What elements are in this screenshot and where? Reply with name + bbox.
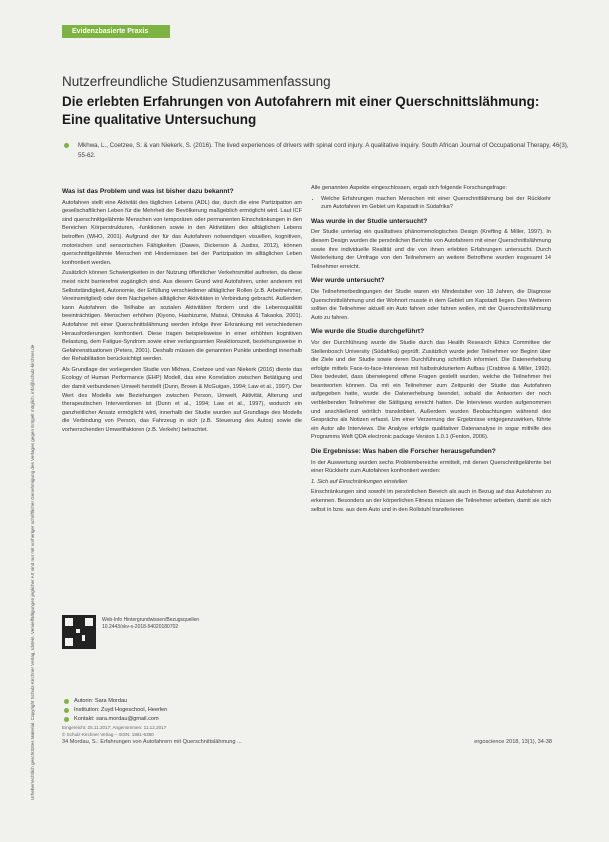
paragraph: In der Auswertung wurden sechs Problembereiche ermittelt, mit denen Querschnittgelähmte bei einer Rückkehr zum Autofahren konfrontiert werden: — [311, 459, 551, 475]
green-dot-icon — [64, 699, 69, 704]
copyright-note: © Schulz-Kirchner Verlag – ISSN: 1861-6380 — [62, 732, 154, 737]
paragraph: Die Teilnehmerbedingungen der Studie waren ein Mindestalter von 18 Jahren, die Diagnose Querschnittslähmung und der Wohnort musste in dem Gebiet um Kapstadt liegen. Des Weiteren sollten die Teilnehmer aktuell ein Auto fahren oder fahren wollen, mit der Querschnittslähmung Auto zu fahren. — [311, 288, 551, 321]
page-footer — [62, 739, 552, 749]
qr-caption — [102, 617, 199, 631]
qr-block — [62, 615, 302, 657]
qr-line2: 10.2443/skv-s-2018-54020180702 — [102, 624, 179, 630]
paragraph: Vor der Durchführung wurde die Studie durch das Health Research Ethics Committee der Stellenbosch University (Südafrika) geprüft. Zusätzlich wurde jeder Teilnehmer vor Beginn über die Ziele und der Studie sowie deren Durchführung schriftlich informiert. Die Datenerhebung erfolgte mittels Face-to-face-Interviews mit halbstrukturiertem Aufbau (Crabtree & Miller, 1992). Dies bedeutet, dass überwiegend offene Fragen gestellt wurden, welche die Teilnehmer frei beantworten können. Da mit ein Teilnehmer zum Zeitpunkt der Studie das Autofahren aufgegeben hatte, wurde die Datenerhebung beendet, sobald die Antworten der noch verbleibenden Teilnehmer die Sättigung erreicht hatten. Die Interviews wurden aufgenommen und anschließend wörtlich transkribiert. Außerdem wurden Beobachtungen während des Gesprächs als Notizen erfasst. Um einer Verzerrung der Ergebnisse entgegenzuwirken, führte ein Autor alle Interviews. Die Analyse erfolgte qualitativer Datenanalyse in sogar mithilfe des Programms Weft QDA electronic package Version 1.0.1 (Fenton, 2006). — [311, 339, 551, 441]
article-title: Die erlebten Erfahrungen von Autofahrern mit einer Querschnittslähmung: Eine qualitative Untersuchung — [62, 94, 540, 127]
section-heading: Wie wurde die Studie durchgeführt? — [311, 328, 425, 336]
paragraph: Autofahren stellt eine Aktivität des täglichen Lebens (ADL) dar, durch die eine Partizipation am gesellschaftlichen Leben für die Mehrheit der Bevölkerung maßgeblich ermöglicht wird. Laut ICF sind querschnittgelähmte Menschen von temporären oder permanenten Einschränkungen in den Bereichen Körperstrukturen, -funktionen sowie in den Aktivitäten des alltäglichen Lebens betroffen (WHO, 2001). Aufgrund der für das Autofahren notwendigen visuellen, kognitiven, motorischen und sensorischen Fähigkeiten (Dawes, Dickerson & Justiss, 2012), können querschnittgelähmte Menschen mit Hindernissen bei der Partizipation im alltäglichen Leben konfrontiert werden. — [62, 199, 302, 266]
paragraph: Alle genannten Aspekte eingeschlossen, ergab sich folgende Forschungsfrage: — [311, 185, 507, 191]
green-dot-icon — [64, 708, 69, 713]
section-heading: Wer wurde untersucht? — [311, 277, 385, 285]
paragraph: Der Studie unterlag ein qualitatives phänomenologisches Design (Krefting & Miller, 1997). In diesem Design wurden die persönlichen Berichte von Autofahrern mit einer Querschnittslähmung sowie ihre individuelle Realität und die von ihnen erlebten Erfahrungen untersucht. Durch Weiterleitung der Umfrage von den Teilnehmern an weitere Betroffene wurden insgesamt 14 Teilnehmer erreicht. — [311, 229, 551, 270]
left-column — [62, 182, 302, 437]
citation-text: Mkhwa, L., Coetzee, S. & van Niekerk, S. (2016). The lived experiences of drivers with spinal cord injury. A qualitative inquiry. South African Journal of Occupational Therapy, 46(3), 55-62. — [78, 142, 569, 159]
section-heading: Was ist das Problem und was ist bisher dazu bekannt? — [62, 188, 234, 195]
qr-line1: Web-Info Hintergrundwissen/Bezugsquellen — [102, 617, 200, 623]
paragraph: Einschränkungen sind sowohl im persönlichen Bereich als auch in Bezug auf das Autofahren zu erkennen. Besonders an der körperlichen Fitness müssen die Teilnehmer arbeiten, damit sie sich selbst in bzw. aus dem Auto und in den Rollstuhl transferieren — [311, 489, 551, 513]
institution-row: Institution: Zuyd Hogeschool, Heerlen — [62, 706, 302, 715]
qr-code-icon[interactable] — [62, 615, 96, 649]
paragraph: Als Grundlage der vorliegenden Studie von Mkhwa, Coetzee und van Niekerk (2016) diente das Ecology of Human Performance (EHP) Modell, das eine Korrelation zwischen Betätigung und der damit verbundenen Umwelt herstellt (Dunn, Brown & McGuigan, 1994; Law et al., 1997). Der Wert des Modells wie Beziehungen zwischen Person, Umwelt, Aktivität, Alterung und therapeutischen Interventionen ist (Dunn et al., 1994; Law et al., 1997), wodurch ein ganzheitlicher Ansatz ermöglicht wird, innerhalb der Studie wurden auf Grundlage des Modells die Verbindung von Person, das Fahrzeug in sich (z.B. Steuerung des Autos) sowie die vorherrschenden Umweltfaktoren (z.B. Verkehr) betrachtet. — [62, 366, 302, 434]
footer-left: 34 Mordau, S.: Erfahrungen von Autofahrern mit Querschnittslähmung ... — [62, 739, 242, 745]
subheading: 1. Sich auf Einschränkungen einstellen — [311, 478, 408, 485]
green-dot-icon — [64, 143, 69, 148]
paragraph: Zusätzlich können Schwierigkeiten in der Nutzung öffentlicher Verkehrsmittel auftreten, da diese meist nicht barrierefrei zugänglich sind. Aus diesem Grund wird Autofahren, unter anderem mit Selbstständigkeit, Autonomie, der Erfüllung verschiedener alltäglicher Rollen (z.B. Arbeitnehmer, Vereinsmitglied) oder dem Nachgehen alltäglicher Aktivitäten in Verbindung gebracht. Außerdem kann Autofahren die Teilhabe an sozialen Aktivitäten fördern und die Lebensqualität beeinträchtigen. Menschen erhöhen (Kiyono, Hashizume, Matsui, Ohtsuka & Takaoka, 2001). Autofahrer mit einer Querschnittslähmung werden infolge ihrer Erkrankung mit verschiedenen Herausforderungen konfrontiert. Diese tragen beispielsweise in einer erhöhten kognitiven Belastung, dem Fatigue-Syndrom sowie einer verlangsamten Reaktionszeit, beziehungsweise in Gefahrensituationen (Peters, 2001). Deshalb müssen die genannten Punkte unbedingt innerhalb der Rehabilitation berücksichtigt werden. — [62, 270, 302, 363]
email-row[interactable]: Kontakt: sara.mordau@gmail.com — [62, 715, 302, 724]
submission-note: Eingereicht: 25.11.2017; Angenommen: 11.12.2017 — [62, 725, 167, 730]
footer-right: ergoscience 2018, 13(1), 34-38 — [474, 739, 552, 745]
author-row: Autorin: Sara Mordau — [62, 697, 302, 706]
section-heading: Die Ergebnisse: Was haben die Forscher herausgefunden? — [311, 448, 496, 456]
author-contact — [62, 697, 302, 738]
research-question: • Welche Erfahrungen machen Menschen mit einer Querschnittlähmung bei der Rückkehr zum Autofahren im Gebiet um Kapstadt in Südafrika? — [321, 195, 551, 212]
section-tab: Evidenzbasierte Praxis — [62, 25, 170, 38]
citation — [62, 141, 572, 161]
green-dot-icon — [64, 717, 69, 722]
right-column — [311, 184, 551, 516]
section-heading: Was wurde in der Studie untersucht? — [311, 217, 428, 225]
copyright-sidenote: Urheberrechtlich geschütztes Material. Copyright Schulz-Kirchner Verlag, Idstein. Vervielfältigungen jeglicher Art sind nur mit vorheriger schriftlicher Genehmigung des Verlages gegen Entgelt möglich. info@schulz-kirchner.de — [30, 344, 35, 800]
article-kicker: Nutzerfreundliche Studienzusammenfassung — [62, 74, 331, 89]
research-question-list — [311, 195, 551, 212]
